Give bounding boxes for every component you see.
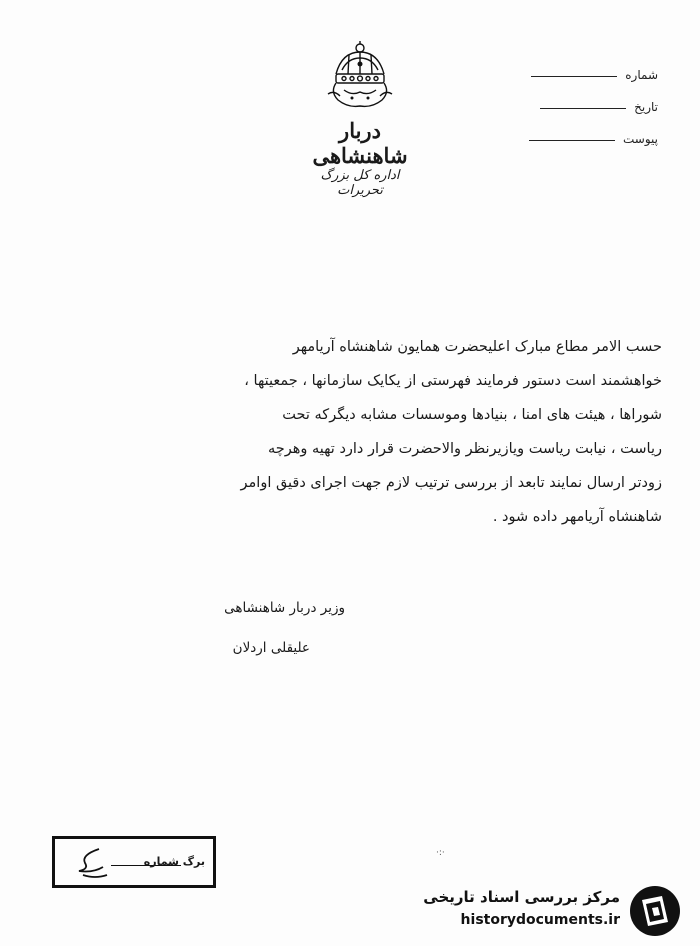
date-field: [498, 100, 658, 114]
body-line: ریاست ، نیابت ریاست ویازیرنظر والاحضرت قرار دارد تهیه وهرچه: [267, 441, 662, 457]
body-line: خواهشمند است دستور فرمایند فهرستی از یکایک سازمانها ، جمعیتها ،: [244, 373, 662, 389]
number-line: [531, 75, 617, 77]
number-label: شماره: [625, 68, 658, 82]
date-label: تاریخ: [634, 100, 658, 114]
sheet-number-stamp: [52, 836, 216, 888]
royal-crown-crest-icon: [322, 40, 398, 112]
archive-watermark: [420, 884, 690, 940]
body-line: زودتر ارسال نمایند تابعد از بررسی ترتیب لازم جهت اجرای دقیق اوامر: [240, 475, 662, 491]
attachment-label: پیوست: [623, 132, 658, 146]
archive-logo-icon: [628, 884, 682, 938]
handwritten-scribble-icon: [69, 845, 113, 883]
faint-mark: ·:·: [436, 848, 445, 858]
body-line: حسب الامر مطاع مبارک اعلیحضرت همایون شاهنشاه آریامهر: [292, 339, 662, 355]
signatory-title: وزیر دربار شاهنشاهی: [224, 600, 345, 616]
number-field: [498, 68, 658, 82]
signatory-name: علیقلی اردلان: [232, 640, 310, 656]
watermark-title: مرکز بررسی اسناد تاریخی: [423, 888, 620, 906]
date-line: [540, 107, 626, 109]
letter-body: [122, 330, 662, 534]
attachment-field: [498, 132, 658, 146]
letterhead-title: دربار شاهنشاهی: [312, 118, 408, 168]
body-line: شاهنشاه آریامهر داده شود .: [492, 509, 662, 525]
watermark-url: historydocuments.ir: [460, 912, 620, 928]
attachment-line: [529, 139, 615, 141]
letterhead-subtitle: اداره کل بزرگ تحریرات: [320, 168, 400, 198]
stamp-label: برگ شماره: [143, 855, 205, 868]
body-line: شوراها ، هیئت های امنا ، بنیادها وموسسات مشابه دیگرکه تحت: [282, 407, 662, 423]
